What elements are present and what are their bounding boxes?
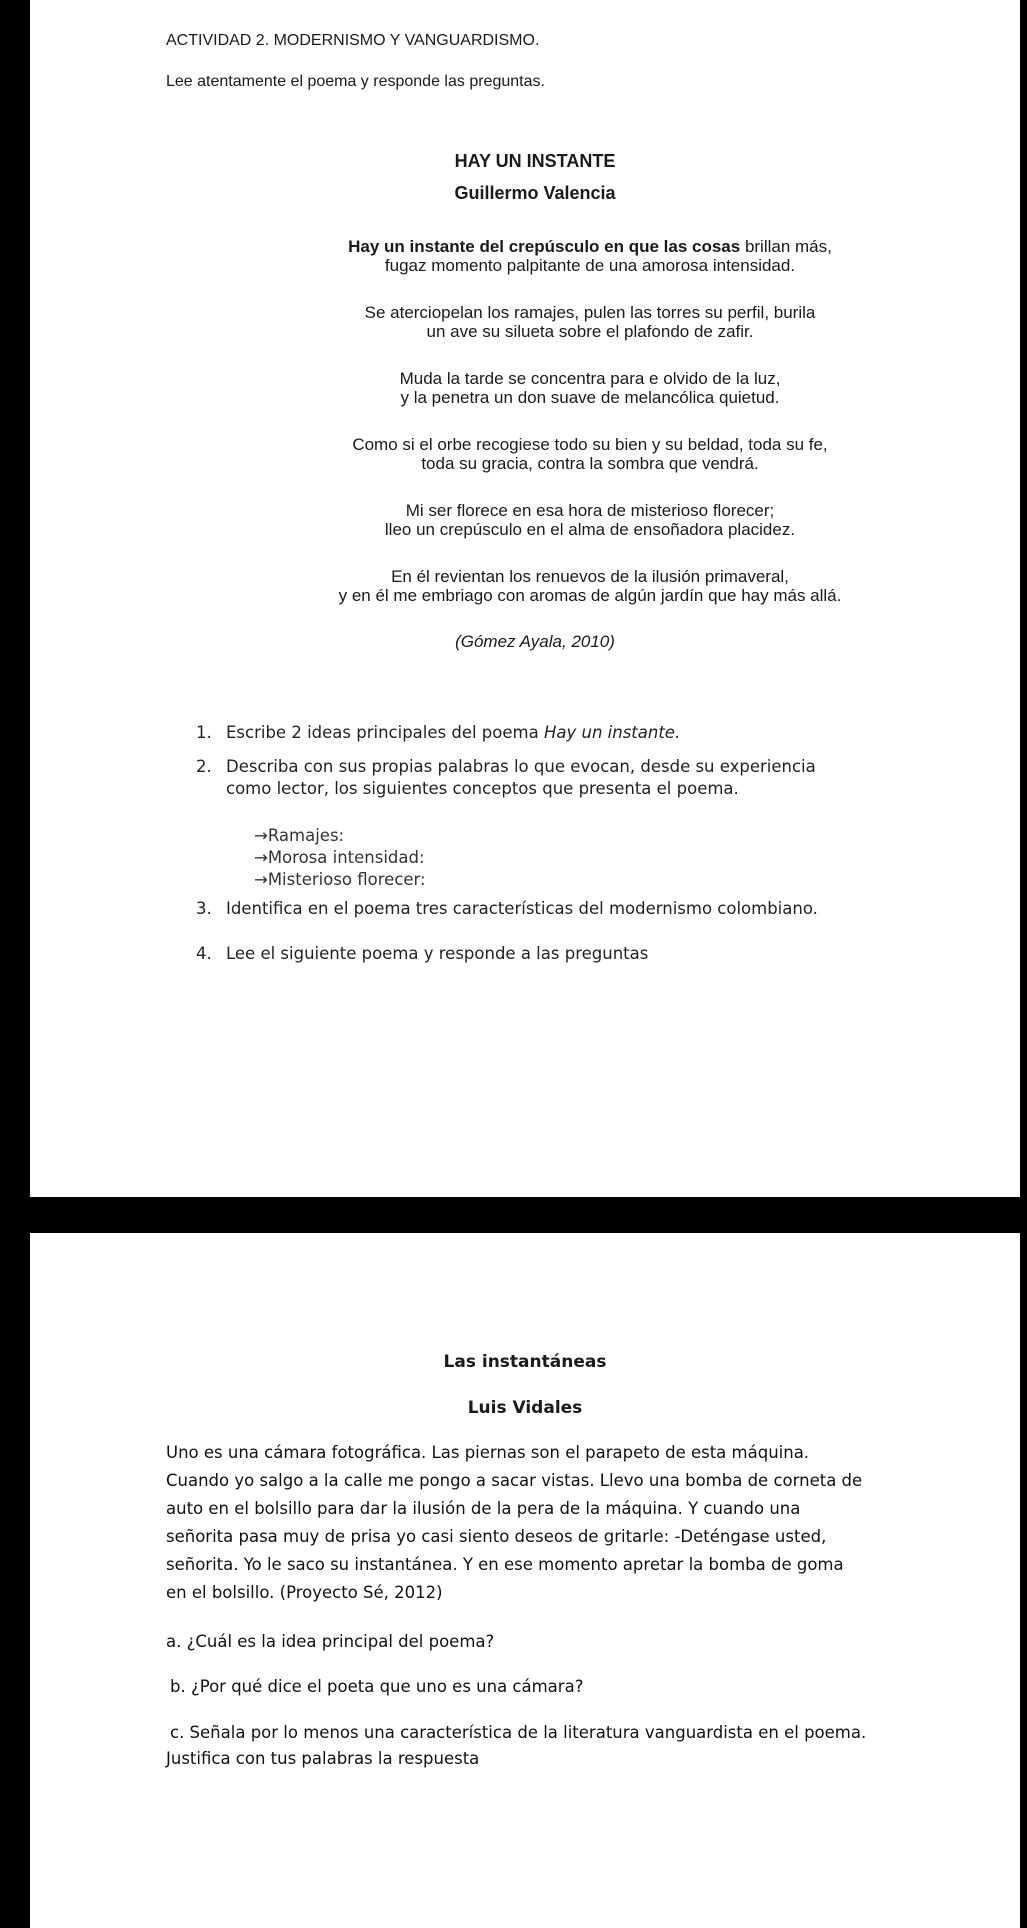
stanza-5 <box>260 501 920 539</box>
poem-line: Mi ser florece en esa hora de misterioso florecer; <box>405 501 775 520</box>
question-text: Describa con sus propias palabras lo que evocan, desde su experiencia <box>226 757 816 776</box>
question-number: 1. <box>196 723 212 742</box>
question-3 <box>196 898 818 920</box>
poem-line: fugaz momento palpitante de una amorosa intensidad. <box>384 256 796 275</box>
question-2 <box>196 756 816 778</box>
question-text: Escribe 2 ideas principales del poema <box>226 723 544 742</box>
paragraph-line: señorita. Yo le saco su instantánea. Y en ese momento apretar la bomba de goma <box>166 1555 844 1574</box>
poem-line: toda su gracia, contra la sombra que vendrá. <box>421 454 759 473</box>
question-number: 3. <box>196 899 212 918</box>
question-1 <box>196 722 680 744</box>
stanza-2 <box>260 303 920 341</box>
question-number: 4. <box>196 944 212 963</box>
poem-2-title: Las instantáneas <box>443 1352 607 1372</box>
page-2 <box>30 1233 1020 1928</box>
first-line-rest: brillan más, <box>740 237 832 256</box>
page-1 <box>30 0 1020 1197</box>
stanza-4 <box>260 435 920 473</box>
paragraph-line: Uno es una cámara fotográfica. Las piernas son el parapeto de esta máquina. <box>166 1443 810 1462</box>
poem-title: HAY UN INSTANTE <box>454 151 616 171</box>
poem-line: Como si el orbe recogiese todo su bien y su beldad, toda su fe, <box>352 435 828 454</box>
poem-line: Muda la tarde se concentra para e olvido de la luz, <box>399 369 781 388</box>
concept-morosa-intensidad: →Morosa intensidad: <box>254 848 425 867</box>
poem-line: y la penetra un don suave de melancólica quietud. <box>400 388 780 407</box>
question-number: 2. <box>196 757 212 776</box>
activity-heading: ACTIVIDAD 2. MODERNISMO Y VANGUARDISMO. <box>166 32 540 49</box>
poem-2-text <box>166 1439 926 1607</box>
stanza-6 <box>260 567 920 605</box>
question-c: c. Señala por lo menos una característica de la literatura vanguardista en el poema. <box>170 1723 867 1742</box>
poem-line: un ave su silueta sobre el plafondo de zafir. <box>426 322 754 341</box>
stanza-1 <box>260 237 920 275</box>
question-b: b. ¿Por qué dice el poeta que uno es una cámara? <box>170 1677 584 1696</box>
instruction: Lee atentamente el poema y responde las preguntas. <box>166 73 545 90</box>
poem-line: En él revientan los renuevos de la ilusión primaveral, <box>391 567 789 586</box>
poem-line: y en él me embriago con aromas de algún jardín que hay más allá. <box>338 586 842 605</box>
citation: (Gómez Ayala, 2010) <box>455 632 615 651</box>
question-text: Identifica en el poema tres características del modernismo colombiano. <box>226 899 818 918</box>
concept-misterioso-florecer: →Misterioso florecer: <box>254 870 426 889</box>
question-italic: Hay un instante. <box>543 723 681 742</box>
poem-line: Se aterciopelan los ramajes, pulen las torres su perfil, burila <box>364 303 816 322</box>
question-a: a. ¿Cuál es la idea principal del poema? <box>166 1632 495 1651</box>
paragraph-line: Cuando yo salgo a la calle me pongo a sacar vistas. Llevo una bomba de corneta de <box>166 1471 863 1490</box>
poem-author: Guillermo Valencia <box>454 183 616 203</box>
stanza-3 <box>260 369 920 407</box>
poem-2-author: Luis Vidales <box>467 1398 583 1418</box>
poem-line: lleo un crepúsculo en el alma de ensoñadora placidez. <box>384 520 796 539</box>
question-4 <box>196 943 648 965</box>
concept-ramajes: →Ramajes: <box>254 826 345 845</box>
first-line-bold: Hay un instante del crepúsculo en que las cosas <box>348 237 741 256</box>
paragraph-line: señorita pasa muy de prisa yo casi siento deseos de gritarle: -Deténgase usted, <box>166 1527 827 1546</box>
paragraph-line: en el bolsillo. (Proyecto Sé, 2012) <box>166 1583 443 1602</box>
question-text: Lee el siguiente poema y responde a las preguntas <box>226 944 649 963</box>
question-2-line-2: como lector, los siguientes conceptos que presenta el poema. <box>226 779 739 798</box>
paragraph-line: auto en el bolsillo para dar la ilusión de la pera de la máquina. Y cuando una <box>166 1499 801 1518</box>
question-c-line-2: Justifica con tus palabras la respuesta <box>166 1749 480 1768</box>
